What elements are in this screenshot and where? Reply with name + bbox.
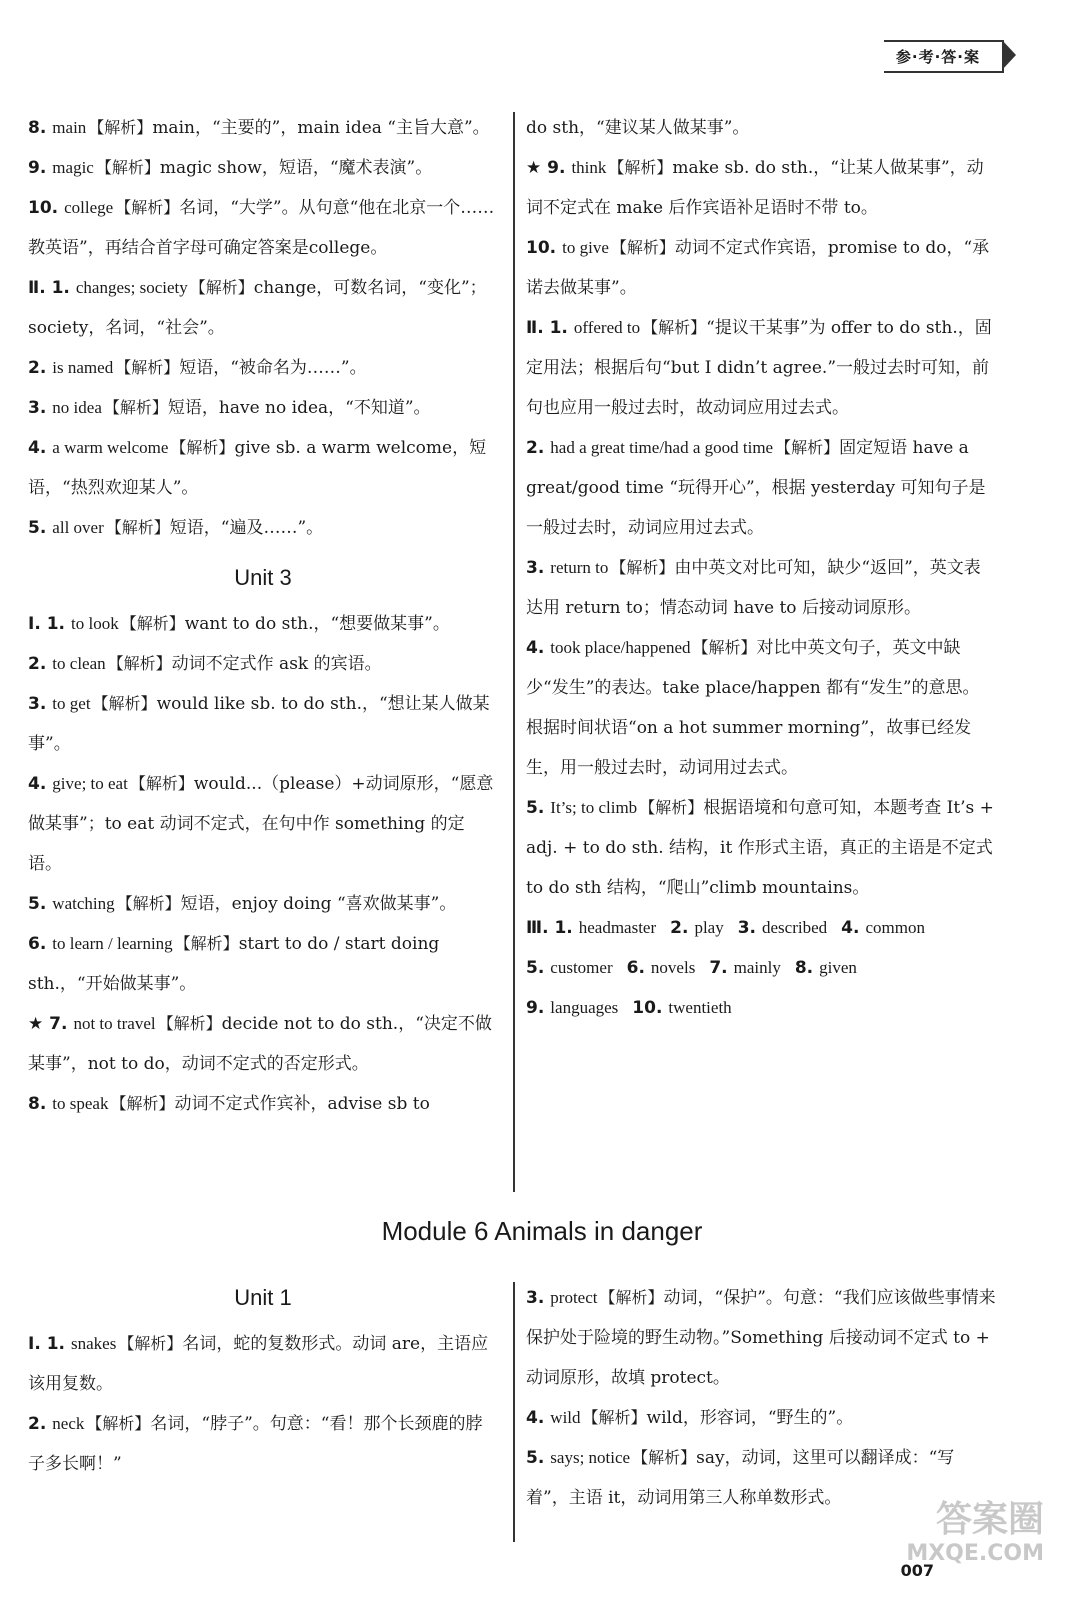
answer-text: twentieth — [668, 998, 732, 1017]
explanation-text: decide not to do sth.，“决定不做某事”，not to do，动词不定式的否定形式。 — [28, 1014, 492, 1074]
answer-text: neck — [52, 1414, 85, 1433]
answer-text: all over — [52, 518, 104, 537]
answer-number: ★ 7. — [28, 1014, 68, 1034]
answer-text: protect — [550, 1288, 598, 1307]
answer-text: no idea — [52, 398, 102, 417]
answer-text: headmaster — [578, 918, 657, 937]
answer-text: return to — [550, 558, 609, 577]
answer-number: 4. — [28, 438, 47, 458]
column-divider-top — [513, 112, 515, 1192]
vocab-answers — [526, 908, 996, 1028]
answer-item — [526, 148, 996, 228]
explanation-text: 动词不定式作宾语，promise to do，“承诺去做某事”。 — [526, 238, 990, 298]
answer-text: to look — [71, 614, 119, 633]
answer-key-tag: 参·考·答·案 — [884, 40, 1004, 73]
answer-text: college — [64, 198, 114, 217]
answer-number: 5. — [526, 958, 545, 978]
answer-text: watching — [52, 894, 115, 913]
answer-text: to clean — [52, 654, 106, 673]
analysis-tag: 【解析】 — [189, 278, 254, 297]
explanation-text: 短语，have no idea，“不知道”。 — [167, 398, 431, 418]
answer-item — [28, 644, 498, 684]
analysis-tag: 【解析】 — [118, 1334, 183, 1353]
analysis-tag: 【解析】 — [610, 558, 675, 577]
answer-item — [28, 1004, 498, 1084]
analysis-tag: 【解析】 — [599, 1288, 664, 1307]
explanation-text: 短语，enjoy doing “喜欢做某事”。 — [180, 894, 457, 914]
site-watermark — [874, 1500, 1044, 1580]
analysis-tag: 【解析】 — [95, 158, 160, 177]
answer-text: described — [762, 918, 828, 937]
answer-number: 2. — [526, 438, 545, 458]
explanation-text: 短语，“遍及……”。 — [169, 518, 324, 538]
analysis-tag: 【解析】 — [88, 118, 153, 137]
explanation-text: 名词，“脖子”。句意：“看！那个长颈鹿的脖子多长啊！” — [28, 1414, 483, 1474]
answer-number: ★ 9. — [526, 158, 566, 178]
analysis-tag: 【解析】 — [103, 398, 168, 417]
answer-number: Ⅱ. 1. — [526, 318, 568, 338]
explanation-text: 根据语境和句意可知，本题考查 It’s + adj. + to do sth. 结构，it 作形式主语，真正的主语是不定式 to do sth 结构，“爬山”climb mountains。 — [526, 798, 994, 898]
explanation-text: 由中英文对比可知，缺少“返回”，英文表达用 return to；情态动词 have to 后接动词原形。 — [526, 558, 981, 618]
answer-item — [28, 268, 498, 348]
answer-number: 2. — [28, 1414, 47, 1434]
explanation-text: 动词不定式作宾补，advise sb to — [174, 1094, 430, 1114]
answer-number: 3. — [526, 1288, 545, 1308]
answer-item — [28, 684, 498, 764]
explanation-text: wild，形容词，“野生的”。 — [646, 1408, 854, 1428]
answer-item — [28, 1324, 498, 1404]
answer-number: 4. — [28, 774, 47, 794]
right-column-top — [526, 108, 996, 1028]
answer-text: play — [694, 918, 724, 937]
answer-item — [526, 788, 996, 908]
answer-list — [28, 1324, 498, 1484]
explanation-text: 名词，“大学”。从句意“他在北京一个……教英语”，再结合首字母可确定答案是college。 — [28, 198, 495, 258]
module-title: Module 6 Animals in danger — [381, 1216, 703, 1246]
watermark-logo: 答案圈 — [935, 1499, 1044, 1540]
answer-text: snakes — [71, 1334, 117, 1353]
explanation-text: 动词不定式作 ask 的宾语。 — [171, 654, 382, 674]
answer-number: 3. — [737, 918, 757, 938]
answer-item — [28, 348, 498, 388]
answer-number: 3. — [28, 694, 47, 714]
explanation-text: want to do sth.，“想要做某事”。 — [184, 614, 450, 634]
analysis-tag: 【解析】 — [129, 774, 194, 793]
answer-number: 3. — [526, 558, 545, 578]
answer-number: 10. — [28, 198, 59, 218]
answer-number: 5. — [526, 1448, 545, 1468]
analysis-tag: 【解析】 — [692, 638, 757, 657]
answer-item — [28, 428, 498, 508]
explanation-text: give sb. a warm welcome，短语，“热烈欢迎某人”。 — [28, 438, 487, 498]
page-number: 007 — [900, 1561, 934, 1580]
unit-3-heading: Unit 3 — [234, 565, 292, 590]
answer-list — [526, 1278, 996, 1518]
answer-text: offered to — [573, 318, 641, 337]
answer-number: 8. — [28, 118, 47, 138]
analysis-tag: 【解析】 — [632, 1448, 697, 1467]
answer-list — [526, 108, 996, 908]
answer-item — [28, 1404, 498, 1484]
answer-text: to give — [562, 238, 609, 257]
answer-number: 4. — [841, 918, 860, 938]
answer-text: customer — [550, 958, 613, 977]
answer-text: think — [571, 158, 607, 177]
answer-number: Ⅱ. 1. — [28, 278, 70, 298]
unit-1-heading: Unit 1 — [234, 1285, 292, 1310]
analysis-tag: 【解析】 — [157, 1014, 222, 1033]
explanation-text: do sth，“建议某人做某事”。 — [526, 118, 750, 138]
explanation-text: 名词，蛇的复数形式。动词 are，主语应该用复数。 — [28, 1334, 489, 1394]
explanation-text: “提议干某事”为 offer to do sth.，固定用法；根据后句“but I didn’t agree.”一般过去时可知，前句也应用一般过去时，故动词应用过去式。 — [526, 318, 992, 418]
answer-text: given — [819, 958, 857, 977]
analysis-tag: 【解析】 — [105, 518, 170, 537]
vocab-row — [526, 908, 996, 948]
answer-number: 4. — [526, 1408, 545, 1428]
answer-item — [526, 628, 996, 788]
answer-text: wild — [550, 1408, 581, 1427]
analysis-tag: 【解析】 — [610, 238, 675, 257]
answer-number: 2. — [28, 654, 47, 674]
column-divider-bottom — [513, 1282, 515, 1542]
answer-number: 2. — [670, 918, 689, 938]
answer-text: mainly — [733, 958, 781, 977]
answer-text: main — [52, 118, 87, 137]
answer-item — [526, 1398, 996, 1438]
analysis-tag: 【解析】 — [86, 1414, 151, 1433]
answer-item — [28, 1084, 498, 1124]
answer-item — [28, 108, 498, 148]
right-column-bottom — [526, 1278, 996, 1518]
analysis-tag: 【解析】 — [582, 1408, 647, 1427]
analysis-tag: 【解析】 — [120, 614, 185, 633]
answer-number: 4. — [526, 638, 545, 658]
answer-item — [526, 428, 996, 548]
answer-number: 9. — [28, 158, 47, 178]
analysis-tag: 【解析】 — [170, 438, 235, 457]
answer-text: give; to eat — [52, 774, 128, 793]
answer-text: It’s; to climb — [550, 798, 638, 817]
answer-text: novels — [650, 958, 696, 977]
answer-text: is named — [52, 358, 114, 377]
answer-number: 10. — [526, 238, 557, 258]
answer-item — [526, 1278, 996, 1398]
explanation-text: make sb. do sth.，“让某人做某事”，动词不定式在 make 后作宾语补足语时不带 to。 — [526, 158, 984, 218]
answer-text: had a great time/had a good time — [550, 438, 774, 457]
answer-number: 5. — [28, 518, 47, 538]
answer-text: to get — [52, 694, 91, 713]
explanation-text: say，动词，这里可以翻译成：“写着”，主语 it，动词用第三人称单数形式。 — [526, 1448, 955, 1508]
analysis-tag: 【解析】 — [115, 358, 180, 377]
analysis-tag: 【解析】 — [642, 318, 707, 337]
analysis-tag: 【解析】 — [174, 934, 239, 953]
vocab-row — [526, 948, 996, 988]
answer-item — [526, 108, 996, 148]
answer-number: 8. — [794, 958, 814, 978]
answer-number: Ⅲ. 1. — [526, 918, 573, 938]
answer-item — [28, 924, 498, 1004]
answer-text: changes; society — [75, 278, 188, 297]
analysis-tag: 【解析】 — [116, 894, 181, 913]
analysis-tag: 【解析】 — [110, 1094, 175, 1113]
answer-text: to learn / learning — [52, 934, 173, 953]
answer-number: 10. — [632, 998, 663, 1018]
explanation-text: 短语，“被命名为……”。 — [179, 358, 367, 378]
left-column-bottom — [28, 1278, 498, 1484]
answer-number: 7. — [709, 958, 728, 978]
answer-item — [526, 548, 996, 628]
analysis-tag: 【解析】 — [92, 694, 157, 713]
answer-item — [526, 308, 996, 428]
answer-number: 5. — [526, 798, 545, 818]
answer-number: Ⅰ. 1. — [28, 614, 65, 634]
explanation-text: would...（please）+动词原形，“愿意做某事”；to eat 动词不定式，在句中作 something 的定语。 — [28, 774, 494, 874]
answer-item — [28, 148, 498, 188]
answer-number: 2. — [28, 358, 47, 378]
answer-text: says; notice — [550, 1448, 631, 1467]
answer-number: 5. — [28, 894, 47, 914]
answer-number: 6. — [626, 958, 645, 978]
answer-item — [28, 508, 498, 548]
answer-number: 3. — [28, 398, 47, 418]
analysis-tag: 【解析】 — [608, 158, 673, 177]
watermark-url: MXQE.COM — [906, 1541, 1044, 1566]
answer-text: took place/happened — [550, 638, 691, 657]
explanation-text: start to do / start doing sth.，“开始做某事”。 — [28, 934, 440, 994]
explanation-text: 对比中英文句子，英文中缺少“发生”的表达。take place/happen 都有“发生”的意思。根据时间状语“on a hot summer morning”，故事已经发生，用一般过去时，动词用过去式。 — [526, 638, 980, 778]
answer-number: 6. — [28, 934, 47, 954]
answer-number: 9. — [526, 998, 545, 1018]
analysis-tag: 【解析】 — [639, 798, 704, 817]
answer-text: not to travel — [73, 1014, 156, 1033]
vocab-row — [526, 988, 996, 1028]
explanation-text: 固定短语 have a great/good time “玩得开心”，根据 yesterday 可知句子是一般过去时，动词应用过去式。 — [526, 438, 986, 538]
answer-item — [28, 388, 498, 428]
answer-text: a warm welcome — [52, 438, 169, 457]
analysis-tag: 【解析】 — [107, 654, 172, 673]
answer-item — [28, 188, 498, 268]
answer-item — [28, 764, 498, 884]
answer-text: common — [865, 918, 925, 937]
explanation-text: main，“主要的”，main idea “主旨大意”。 — [152, 118, 490, 138]
answer-item — [28, 604, 498, 644]
analysis-tag: 【解析】 — [115, 198, 180, 217]
answer-item — [28, 884, 498, 924]
answer-list — [28, 108, 498, 548]
analysis-tag: 【解析】 — [775, 438, 840, 457]
answer-text: magic — [52, 158, 94, 177]
answer-text: to speak — [52, 1094, 109, 1113]
answer-number: 8. — [28, 1094, 47, 1114]
left-column-top — [28, 108, 498, 1124]
explanation-text: magic show，短语，“魔术表演”。 — [159, 158, 433, 178]
explanation-text: would like sb. to do sth.，“想让某人做某事”。 — [28, 694, 490, 754]
answer-number: Ⅰ. 1. — [28, 1334, 65, 1354]
explanation-text: change，可数名词，“变化”；society，名词，“社会”。 — [28, 278, 487, 338]
answer-item — [526, 228, 996, 308]
explanation-text: 动词，“保护”。句意：“我们应该做些事情来保护处于险境的野生动物。”Something 后接动词不定式 to + 动词原形，故填 protect。 — [526, 1288, 996, 1388]
answer-list — [28, 604, 498, 1124]
answer-text: languages — [550, 998, 619, 1017]
